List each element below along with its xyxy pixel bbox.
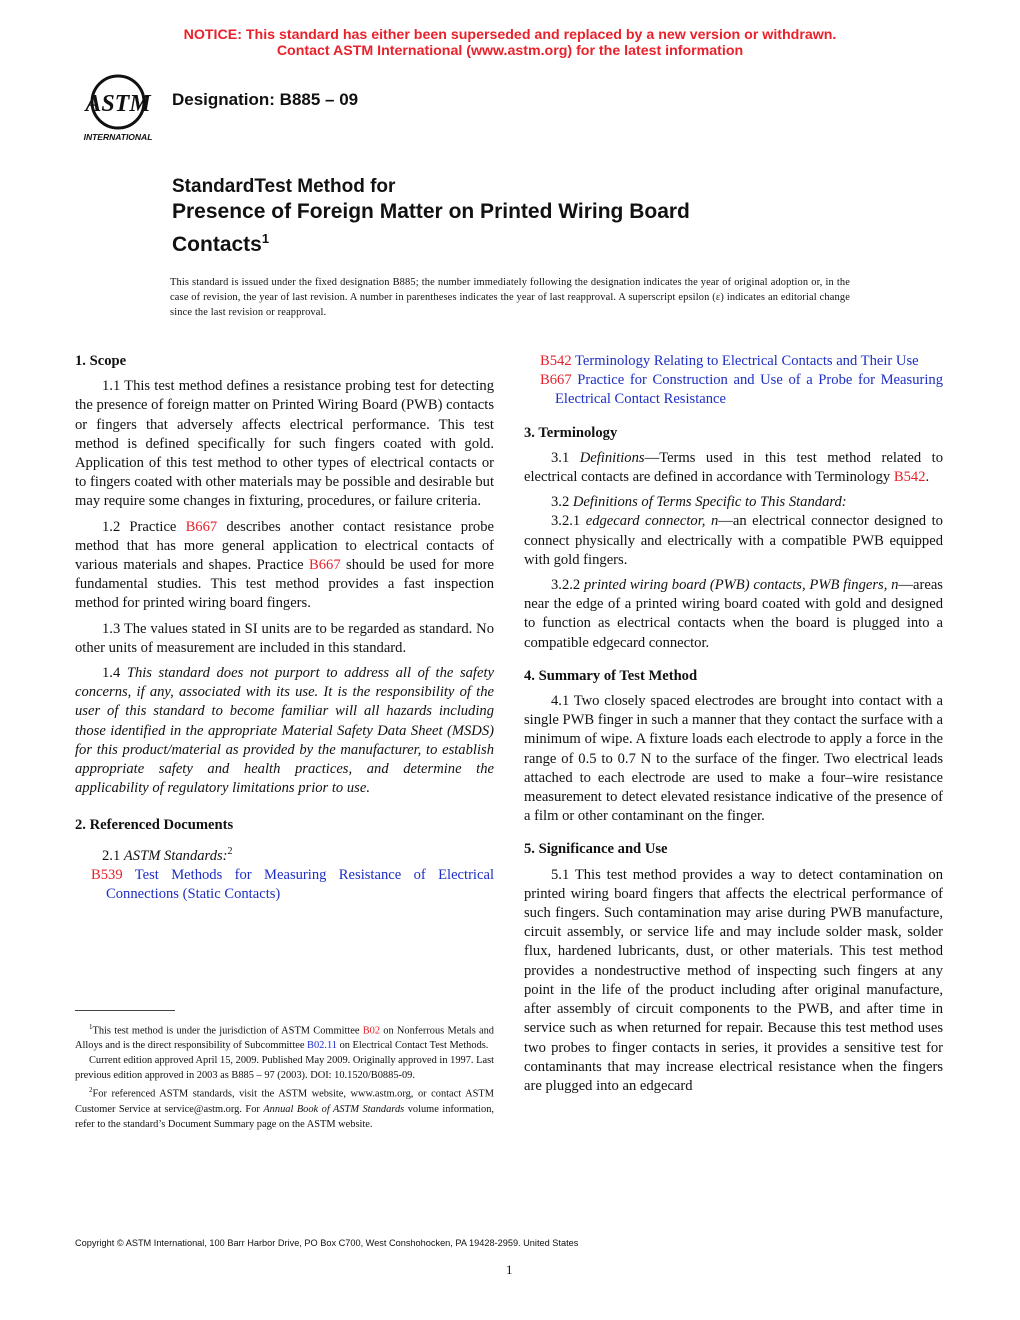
ref-b667-title[interactable]: Practice for Construction and Use of a Probe for Measuring Electrical Contact Resistance [555, 372, 943, 408]
para-3-2-italic: Definitions of Terms Specific to This Standard: [572, 494, 847, 511]
title-line-3-text: Contacts [172, 233, 262, 256]
logo-letters: ASTM [85, 91, 151, 117]
para-3-1-number: 3.1 [551, 449, 580, 466]
link-b02-11[interactable]: B02.11 [307, 1040, 337, 1052]
footnote-1-a: This test method is under the jurisdiction of ASTM Committee [92, 1025, 363, 1037]
link-b667-ref[interactable]: B667 [540, 372, 572, 389]
left-column [75, 352, 494, 904]
footnote-divider [75, 1010, 175, 1011]
title-line-2: Presence of Foreign Matter on Printed Wiring Board [172, 200, 690, 223]
right-column [524, 352, 943, 1096]
para-2-1-footnote-mark: 2 [227, 845, 233, 857]
ref-b539-title[interactable]: Test Methods for Measuring Resistance of Electrical Connections (Static Contacts) [106, 866, 494, 902]
page-number: 1 [506, 1262, 513, 1277]
footnote-2-a: For referenced ASTM standards, visit the ASTM website, www.astm.org, or contact ASTM Customer Service at service@astm.org. For [75, 1088, 494, 1115]
para-2-1 [75, 842, 494, 866]
para-3-1-a: —Terms used in this test method related to electrical contacts are defined in accordance with Terminology [524, 449, 943, 486]
copyright-line: Copyright © ASTM International, 100 Barr Harbor Drive, PO Box C700, West Conshohocken, PA 19428-2959. United States [75, 1238, 579, 1248]
para-3-2-2-term: printed wiring board (PWB) contacts, PWB fingers, n [583, 577, 899, 594]
para-3-1-b: . [925, 469, 930, 486]
footnote-1-continued: Current edition approved April 15, 2009. Published May 2009. Originally approved in 1997. Last previous edition approved in 2003 as B885 – 97 (2003). DOI: 10.1520/B0885-09. [75, 1055, 494, 1082]
footnotes [75, 1020, 494, 1132]
link-b542[interactable]: B542 [540, 353, 572, 369]
para-3-2-2-number: 3.2.2 [551, 577, 584, 594]
para-3-2 [524, 493, 943, 512]
para-3-2-number: 3.2 [551, 494, 573, 511]
link-b542-2[interactable]: B542 [893, 469, 926, 486]
link-b539[interactable]: B539 [91, 866, 123, 883]
para-3-2-1-number: 3.2.1 [551, 513, 586, 530]
para-3-2-2 [524, 576, 943, 653]
para-1-3: 1.3 The values stated in SI units are to be regarded as standard. No other units of measurement are included in this standard. [75, 620, 494, 656]
footnote-2-mark: 2 [89, 1086, 93, 1095]
withdrawal-notice [0, 27, 1020, 59]
notice-line-2: Contact ASTM International (www.astm.org) for the latest information [276, 43, 744, 59]
para-1-2-b: describes another contact resistance probe method that has more general application to electrical contacts of various materials and shapes. Practice [75, 518, 494, 574]
para-3-1-italic: Definitions [579, 449, 645, 466]
footnote-1-b: on Nonferrous Metals and Alloys and is the direct responsibility of Subcommittee [75, 1025, 494, 1052]
para-5-1: 5.1 This test method provides a way to detect contamination on printed wiring board fingers that affects the electrical performance of such fingers. Such contamination may arise during PWB manufacture, circuit assembly, or service life and may include solder mask, solder flux, hardened lubricants, dust, or other materials. This test method provides a nondestructive method of inspecting such fingers at any point in the life of the product including after original manufacture, after assembly of circuit components to the PWB, and after time in service such as when returned for repair. Because this test method uses two probes to finger contacts in series, it provides a sensitive test for contaminants that may increase electrical resistance when the fingers are plugged into an edgecard [524, 866, 943, 1094]
para-1-4-number: 1.4 [102, 665, 127, 682]
astm-logo-icon [72, 72, 164, 144]
para-1-2-c: should be used for more fundamental studies. This test method provides a fast inspection method for printed wiring board fingers. [75, 557, 494, 612]
para-2-1-text: ASTM Standards: [123, 847, 228, 864]
para-1-4 [75, 664, 494, 798]
para-1-2-a: 1.2 Practice [102, 518, 186, 535]
para-4-1: 4.1 Two closely spaced electrodes are brought into contact with a single PWB finger in such a manner that they contact the surface with a minimum of wipe. A fixture loads each electrode to apply a force in the range of 0.5 to 0.7 N to the surface of the finger. Two electrical leads attached to each electrode are used to make a four–wire resistance measurement to detect elevated resistance indicative of the presence of a film or other contaminant on the finger. [524, 693, 943, 825]
ref-b542-title[interactable]: Terminology Relating to Electrical Contacts and Their Use [571, 353, 919, 369]
document-title [172, 198, 812, 258]
para-3-1 [524, 449, 943, 487]
para-2-1-number: 2.1 [102, 847, 124, 864]
title-line-3 [172, 225, 812, 258]
link-b02[interactable]: B02 [362, 1025, 381, 1037]
section-2-heading: 2. Referenced Documents [75, 817, 234, 834]
issuance-note: This standard is issued under the fixed designation B885; the number immediately following the designation indicates the year of original adoption or, in the case of revision, the year of last revision. A number in parentheses indicates the year of last reapproval. A superscript epsilon (ε) indicates an editorial change since the last revision or reapproval. [170, 277, 850, 318]
para-3-2-2-text: —areas near the edge of a printed wiring board coated with gold and designed to function as electrical contacts when the board is plugged into a compatible edgecard connector. [524, 577, 943, 651]
astm-logo [72, 72, 164, 144]
footnote-1-mark: 1 [89, 1023, 93, 1031]
footnote-1-c: on Electrical Contact Test Methods. [336, 1040, 489, 1052]
footnote-2-b: volume information, refer to the standard’s Document Summary page on the ASTM website. [75, 1103, 494, 1130]
ref-b542 [524, 352, 943, 371]
ref-b667 [524, 371, 943, 409]
footnote-2 [75, 1083, 494, 1131]
footnote-2-italic: Annual Book of ASTM Standards [263, 1103, 405, 1115]
section-4-heading: 4. Summary of Test Method [524, 667, 698, 684]
ref-b539 [75, 866, 494, 904]
link-b667[interactable]: B667 [185, 518, 218, 535]
notice-line-1: NOTICE: This standard has either been superseded and replaced by a new version or withdrawn. [183, 27, 837, 43]
section-5-heading: 5. Significance and Use [524, 841, 668, 858]
section-3-heading: 3. Terminology [524, 424, 618, 441]
section-1-heading: 1. Scope [75, 353, 127, 369]
para-3-2-1-text: —an electrical connector designed to connect physically and electrically with a compatible PWB equipped with gold fingers. [524, 513, 943, 568]
title-prefix: StandardTest Method for [172, 176, 396, 197]
para-1-1: 1.1 This test method defines a resistance probing test for detecting the presence of foreign matter on Printed Wiring Board (PWB) contacts or fingers that adversely affects electrical performance. This test method is defined specifically for such fingers coated with gold. Application of this test method to other types of electrical contacts or to fingers coated with other materials may be possible and desirable but may require some changes in fixturing, procedures, or failure criteria. [75, 378, 494, 510]
para-1-2 [75, 518, 494, 614]
para-1-4-text: This standard does not purport to address all of the safety concerns, if any, associated with its use. It is the responsibility of the user of this standard to become familiar will all hazards including those identified in the appropriate Material Safety Data Sheet (MSDS) for this product/material as provided by the manufacturer, to establish appropriate safety and health practices, and determine the applicability of regulatory limitations prior to use. [75, 665, 494, 797]
designation: Designation: B885 – 09 [172, 90, 359, 109]
para-3-2-1-term: edgecard connector, n [585, 513, 719, 530]
footnote-1 [75, 1020, 494, 1053]
logo-international: INTERNATIONAL [83, 132, 153, 142]
title-footnote-mark: 1 [261, 231, 270, 246]
link-b667-2[interactable]: B667 [309, 557, 341, 574]
para-3-2-1 [524, 512, 943, 570]
